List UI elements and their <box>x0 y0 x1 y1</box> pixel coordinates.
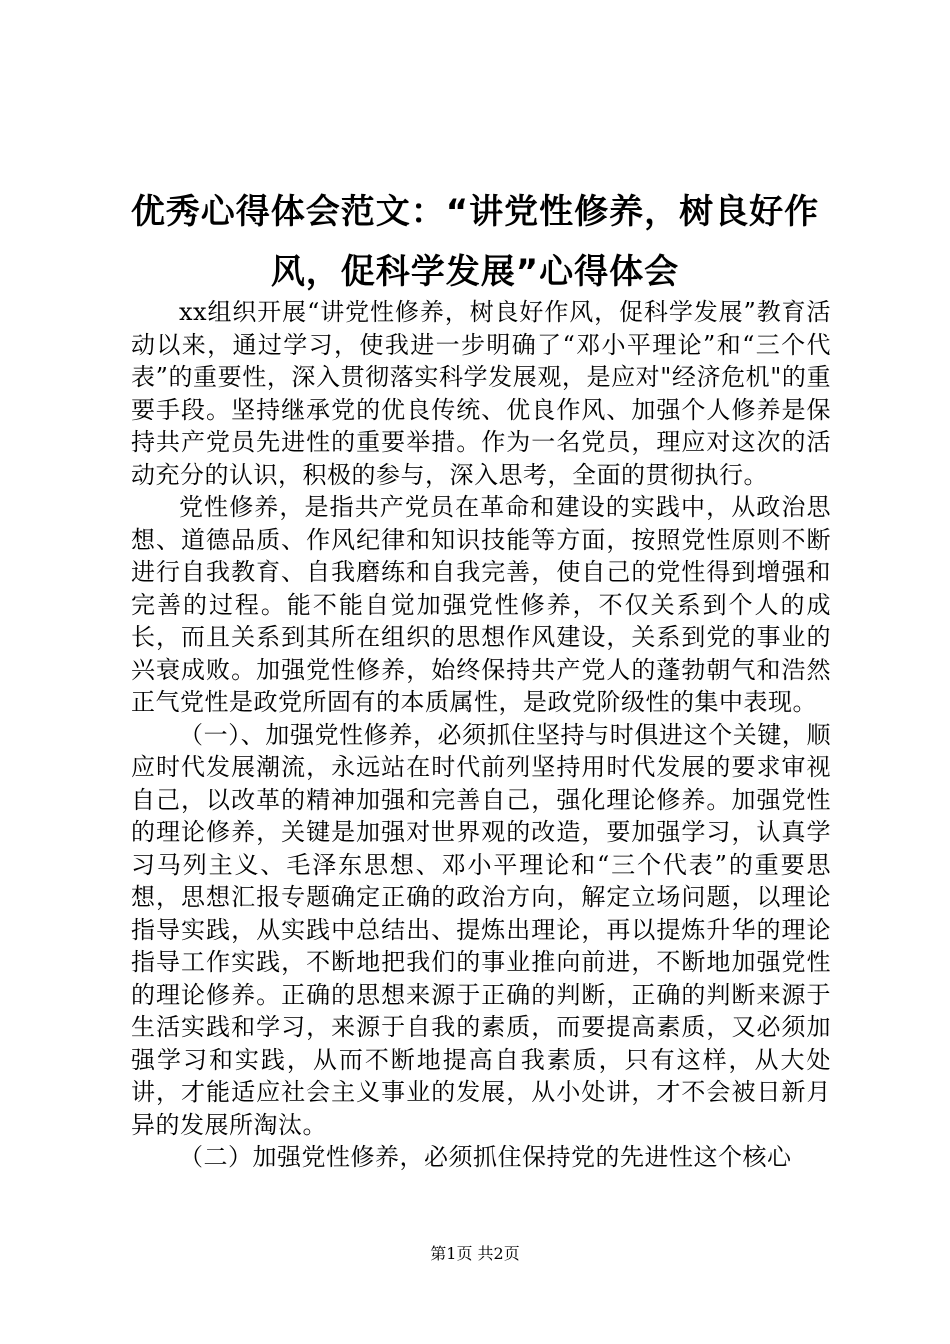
page-number-footer: 第1页 共2页 <box>430 1244 520 1263</box>
document-body <box>131 296 831 1174</box>
document-title: 优秀心得体会范文：“讲党性修养，树良好作风，促科学发展”心得体会 <box>130 192 820 292</box>
paragraph-2: 党性修养，是指共产党员在革命和建设的实践中，从政治思想、道德品质、作风纪律和知识技能等方面，按照党性原则不断进行自我教育、自我磨练和自我完善，使自己的党性得到增强和完善的过程。能不能自觉加强党性修养，不仅关系到个人的成长，而且关系到其所在组织的思想作风建设，关系到党的事业的兴衰成败。加强党性修养，始终保持共产党人的蓬勃朝气和浩然正气党性是政党所固有的本质属性，是政党阶级性的集中表现。 <box>131 493 831 716</box>
paragraph-4: （二）加强党性修养，必须抓住保持党的先进性这个核心 <box>179 1143 792 1171</box>
paragraph-3: （一）、加强党性修养，必须抓住坚持与时俱进这个关键，顺应时代发展潮流，永远站在时代前列坚持用时代发展的要求审视自己，以改革的精神加强和完善自己，强化理论修养。加强党性的理论修养，关键是加强对世界观的改造，要加强学习，认真学习马列主义、毛泽东思想、邓小平理论和“三个代表”的重要思想，思想汇报专题确定正确的政治方向，解定立场问题，以理论指导实践，从实践中总结出、提炼出理论，再以提炼升华的理论指导工作实践，不断地把我们的事业推向前进，不断地加强党性的理论修养。正确的思想来源于正确的判断，正确的判断来源于生活实践和学习，来源于自我的素质，而要提高素质，又必须加强学习和实践，从而不断地提高自我素质，只有这样，从大处讲，才能适应社会主义事业的发展，从小处讲，才不会被日新月异的发展所淘汰。 <box>131 720 831 1139</box>
paragraph-1: xx组织开展“讲党性修养，树良好作风，促科学发展”教育活动以来，通过学习，使我进一步明确了“邓小平理论”和“三个代表”的重要性，深入贯彻落实科学发展观，是应对"经济危机"的重要手段。坚持继承党的优良传统、优良作风、加强个人修养是保持共产党员先进性的重要举措。作为一名党员，理应对这次的活动充分的认识，积极的参与，深入思考，全面的贯彻执行。 <box>131 298 831 489</box>
